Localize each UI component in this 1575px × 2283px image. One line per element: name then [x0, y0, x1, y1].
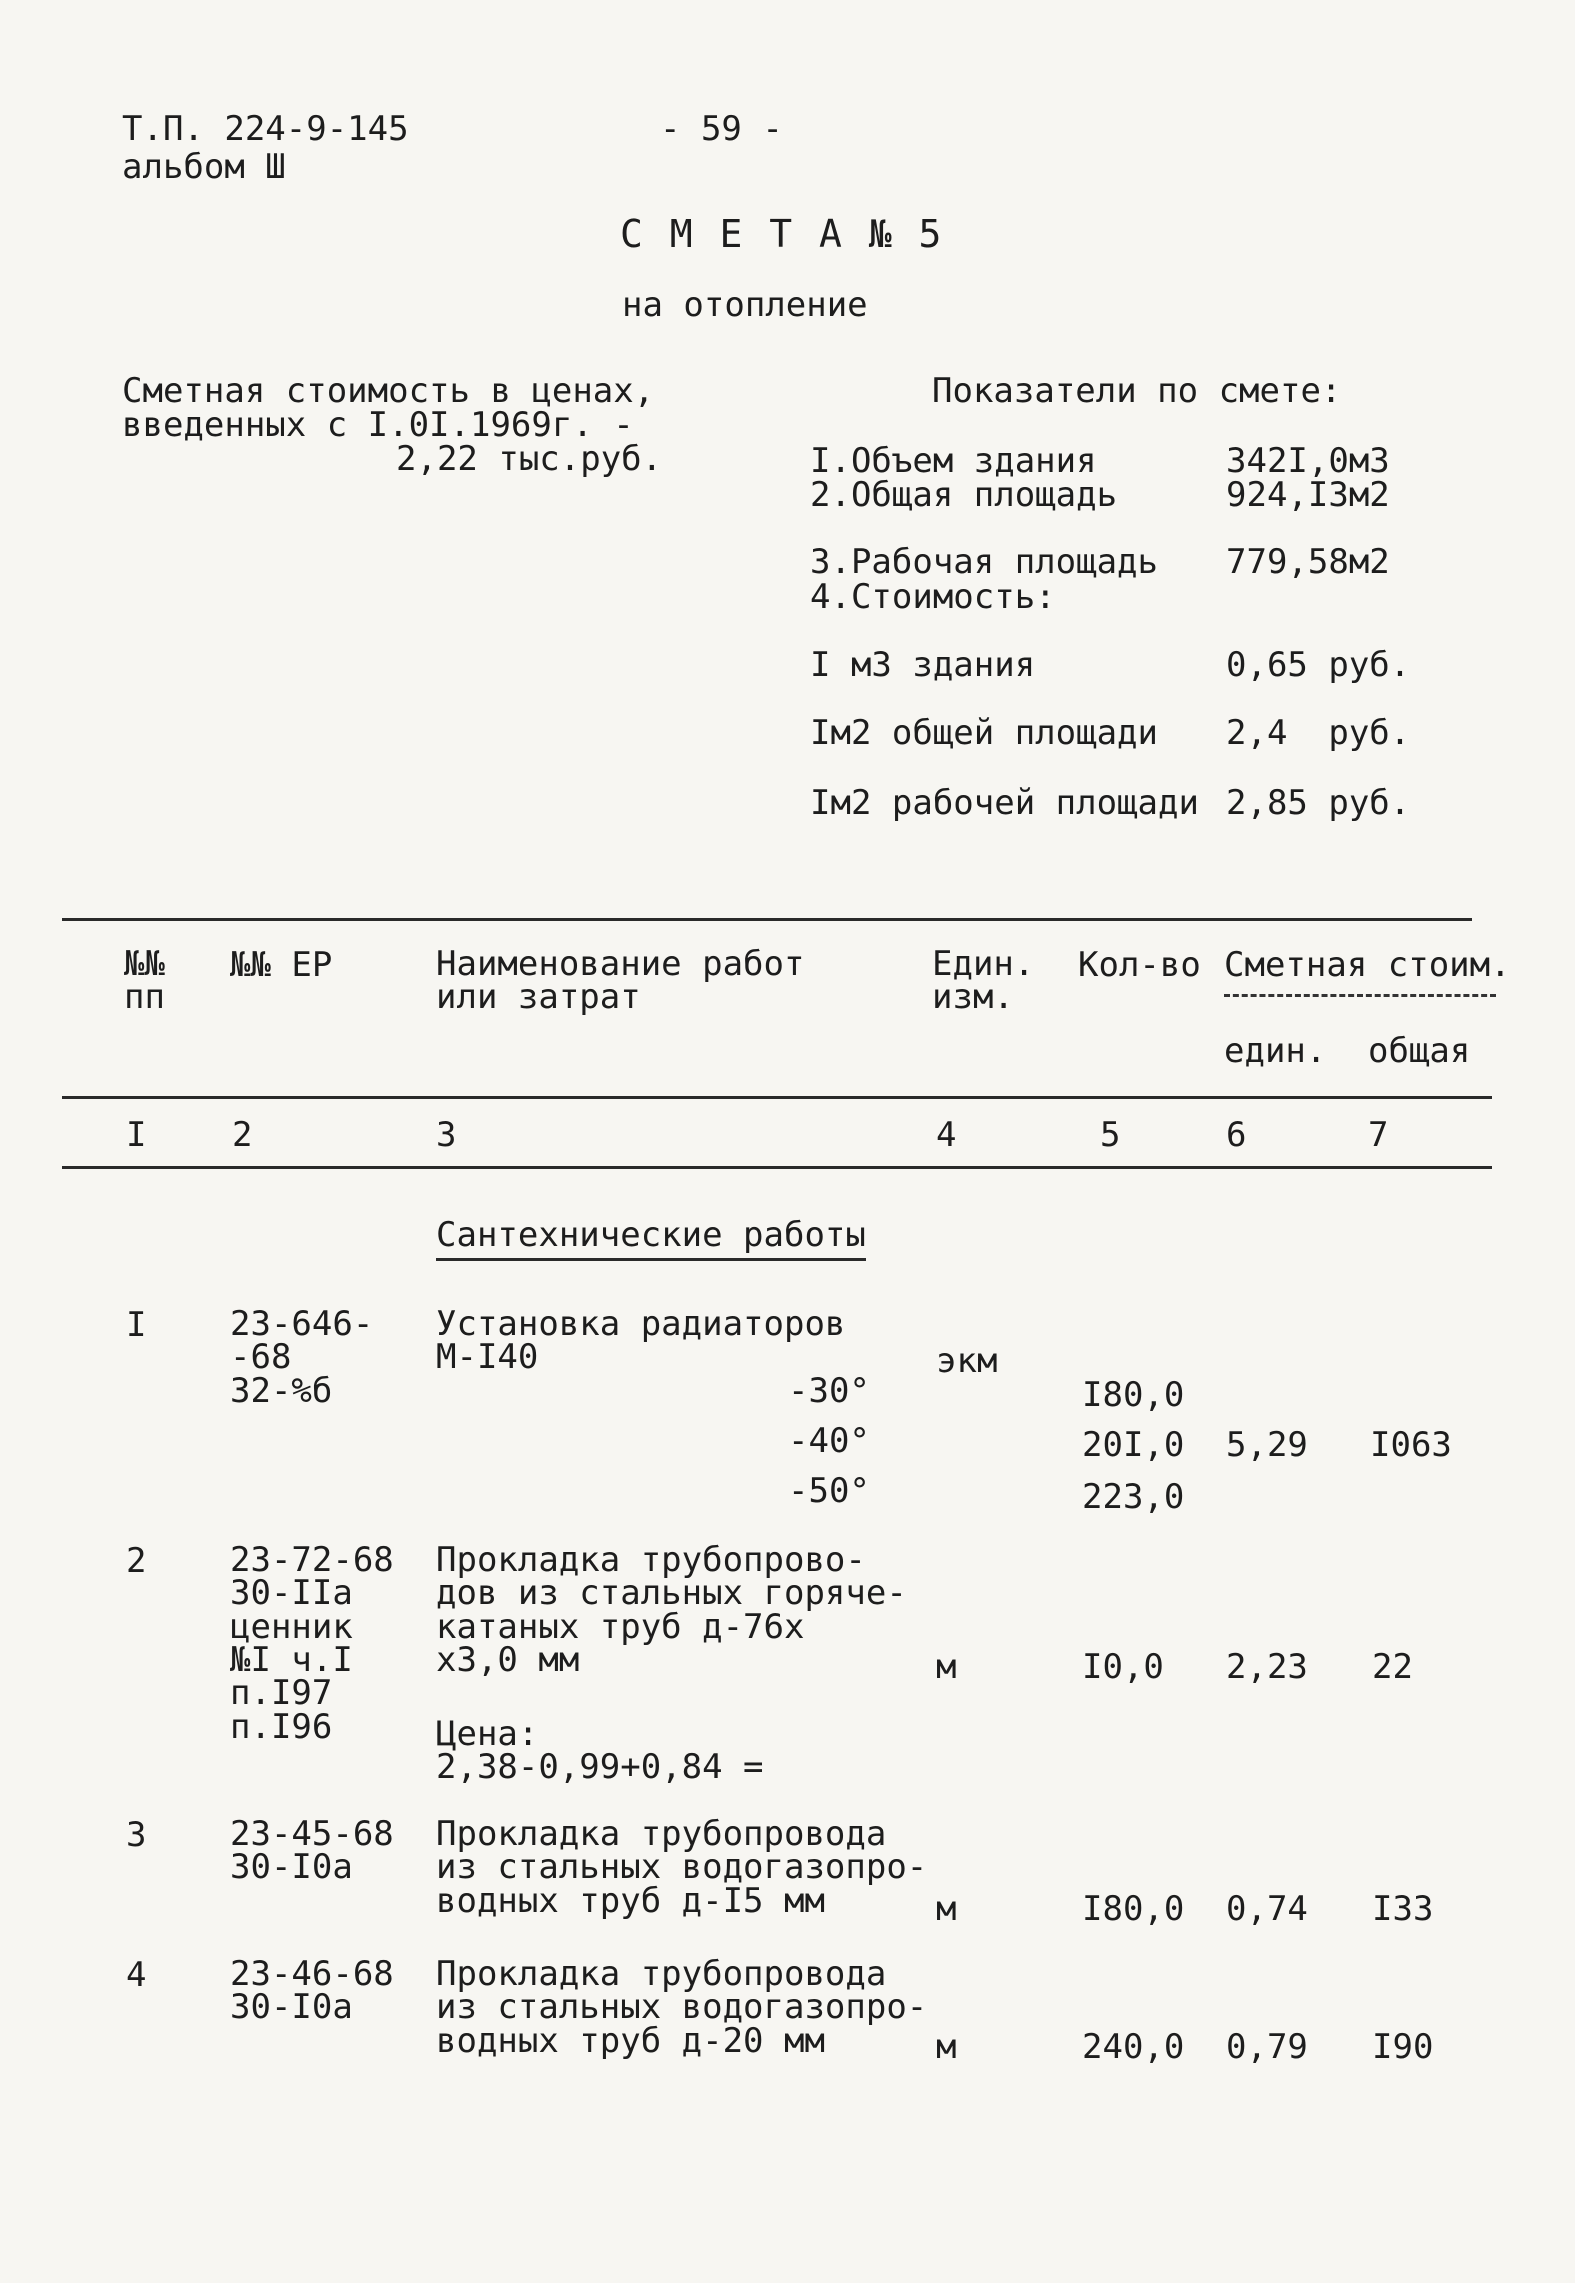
- column-number: I: [126, 1115, 147, 1155]
- row-total: I90: [1372, 2027, 1434, 2067]
- row-qty: I80,0: [1082, 1889, 1185, 1929]
- indicator-label: 4.Стоимость:: [810, 577, 1056, 617]
- header-col-unit-price: един.: [1224, 1031, 1327, 1071]
- row-qty: 240,0: [1082, 2027, 1185, 2067]
- header-col-name: Наименование работ или затрат: [436, 944, 805, 1018]
- sub-qty: 20I,0: [1082, 1425, 1185, 1465]
- row-unit: экм: [936, 1341, 998, 1381]
- row-price-note: Цена: 2,38-0,99+0,84 =: [436, 1714, 764, 1788]
- sub-qty: 223,0: [1082, 1477, 1185, 1517]
- row-code: 23-45-68 30-I0a: [230, 1814, 394, 1888]
- column-number: 3: [436, 1115, 457, 1155]
- row-name: Прокладка трубопрово- дов из стальных горяче- катаных труб д-76х х3,0 мм: [436, 1540, 907, 1680]
- header-col-qty: Кол-во: [1078, 945, 1201, 985]
- document-title: С М Е Т А № 5: [620, 212, 944, 256]
- row-unit-price: 2,23: [1226, 1647, 1308, 1687]
- row-unit: м: [936, 2027, 957, 2067]
- sub-label: -40°: [788, 1421, 870, 1461]
- indicator-value: 2,4 руб.: [1226, 713, 1411, 753]
- sub-unit-price: 5,29: [1226, 1425, 1308, 1465]
- row-number: 3: [126, 1815, 147, 1855]
- indicator-label: I.Объем здания: [810, 441, 1097, 481]
- row-unit: м: [936, 1647, 957, 1687]
- sub-total: I063: [1370, 1425, 1452, 1465]
- column-number: 6: [1226, 1115, 1247, 1155]
- column-number: 5: [1100, 1115, 1121, 1155]
- column-number: 2: [232, 1115, 253, 1155]
- indicator-value: 779,58м2: [1226, 542, 1390, 582]
- cost-line-2: введенных с I.0I.1969г. -: [122, 405, 634, 445]
- row-number: 4: [126, 1955, 147, 1995]
- row-total: 22: [1372, 1647, 1413, 1687]
- column-number: 4: [936, 1115, 957, 1155]
- row-unit-price: 0,79: [1226, 2027, 1308, 2067]
- row-unit-price: 0,74: [1226, 1889, 1308, 1929]
- indicator-value: 0,65 руб.: [1226, 645, 1411, 685]
- sub-label: -30°: [788, 1371, 870, 1411]
- header-col-code: №№ ЕР: [230, 945, 333, 985]
- table-colnum-rule: [62, 1166, 1492, 1169]
- row-code: 23-646- -68 32-%б: [230, 1304, 374, 1411]
- indicator-label: 3.Рабочая площадь: [810, 542, 1158, 582]
- header-col-total: общая: [1368, 1031, 1471, 1071]
- indicator-label: Iм2 общей площади: [810, 713, 1158, 753]
- header-dashed-rule: [1224, 994, 1496, 997]
- document-reference: Т.П. 224-9-145: [122, 109, 409, 149]
- cost-line-1: Сметная стоимость в ценах,: [122, 371, 655, 411]
- column-number: 7: [1368, 1115, 1389, 1155]
- indicator-value: 342I,0м3: [1226, 441, 1390, 481]
- table-top-rule: [62, 918, 1472, 921]
- page-number: - 59 -: [660, 109, 783, 149]
- row-total: I33: [1372, 1889, 1434, 1929]
- indicators-heading: Показатели по смете:: [932, 371, 1342, 411]
- document-subtitle: на отопление: [622, 285, 868, 325]
- row-qty: I0,0: [1082, 1647, 1164, 1687]
- header-col-number: №№ пп: [124, 944, 165, 1018]
- indicator-label: I м3 здания: [810, 645, 1036, 685]
- row-code: 23-72-68 30-IIa ценник №I ч.I п.I97 п.I96: [230, 1540, 394, 1747]
- indicator-label: Iм2 рабочей площади: [810, 783, 1199, 823]
- sub-label: -50°: [788, 1471, 870, 1511]
- album-label: альбом Ш: [122, 147, 286, 187]
- header-col-unit: Един. изм.: [932, 944, 1035, 1018]
- row-name: Прокладка трубопровода из стальных водогазопро- водных труб д-20 мм: [436, 1954, 928, 2061]
- indicator-value: 924,I3м2: [1226, 475, 1390, 515]
- row-name: Установка радиаторов М-I40: [436, 1304, 846, 1378]
- row-number: 2: [126, 1541, 147, 1581]
- cost-total: 2,22 тыс.руб.: [396, 439, 663, 479]
- section-title: Сантехнические работы: [436, 1218, 866, 1261]
- row-number: I: [126, 1305, 147, 1345]
- table-header-rule: [62, 1096, 1492, 1099]
- sub-qty: I80,0: [1082, 1375, 1185, 1415]
- indicator-label: 2.Общая площадь: [810, 475, 1118, 515]
- indicator-value: 2,85 руб.: [1226, 783, 1411, 823]
- row-code: 23-46-68 30-I0a: [230, 1954, 394, 2028]
- row-unit: м: [936, 1889, 957, 1929]
- header-col-estimated-cost: Сметная стоим.: [1224, 945, 1511, 985]
- row-name: Прокладка трубопровода из стальных водогазопро- водных труб д-I5 мм: [436, 1814, 928, 1921]
